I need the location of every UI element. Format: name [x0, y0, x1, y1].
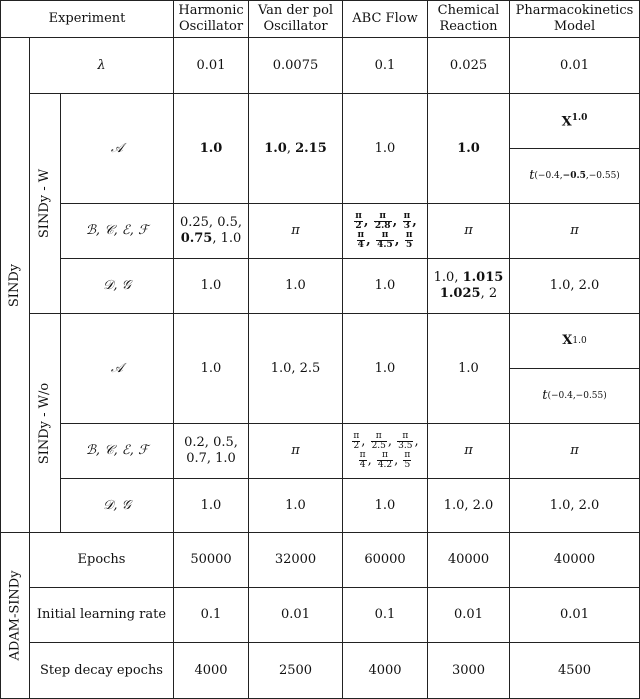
- epochs-vdp: 32000: [248, 532, 343, 588]
- w-a-pk-bottom: t (−0.4,−0.5,−0.55): [509, 148, 640, 204]
- lr-harmonic: 0.1: [173, 587, 249, 643]
- w-a-vdp: 1.0 , 2.15: [248, 93, 343, 204]
- w-bcef-abc: $\frac{\pi}{2}$ , $\frac{\pi}{2.8}$ , $\frac{\pi}{3}$ , $\frac{\pi}{4}$ , $\frac{\pi}{4.5}$ , $\frac{\pi}{5}$: [342, 203, 428, 259]
- group-sindy-wo: SINDy - W/o: [29, 313, 61, 533]
- w-dg-abc: 1.0: [342, 258, 428, 314]
- wo-a-chemical: 1.0: [427, 313, 510, 424]
- decay-chemical: 3000: [427, 642, 510, 699]
- decay-vdp: 2500: [248, 642, 343, 699]
- wo-bcef-vdp: π: [248, 423, 343, 479]
- w-row-label-bcef: ℬ, 𝒞, ℰ, ℱ: [60, 203, 174, 259]
- w-dg-vdp: 1.0: [248, 258, 343, 314]
- wo-dg-harmonic: 1.0: [173, 478, 249, 533]
- epochs-chemical: 40000: [427, 532, 510, 588]
- wo-row-label-bcef: ℬ, 𝒞, ℰ, ℱ: [60, 423, 174, 479]
- lambda-vdp: 0.0075: [248, 37, 343, 94]
- wo-a-pk-bottom: t (−0.4,−0.55): [509, 368, 640, 424]
- lambda-chemical: 0.025: [427, 37, 510, 94]
- epochs-abc: 60000: [342, 532, 428, 588]
- wo-a-vdp: 1.0, 2.5: [248, 313, 343, 424]
- wo-a-harmonic: 1.0: [173, 313, 249, 424]
- epochs-harmonic: 50000: [173, 532, 249, 588]
- lambda-harmonic: 0.01: [173, 37, 249, 94]
- group-sindy-w: SINDy - W: [29, 93, 61, 314]
- lr-chemical: 0.01: [427, 587, 510, 643]
- header-chemical: Chemical Reaction: [427, 0, 510, 38]
- header-abc: ABC Flow: [342, 0, 428, 38]
- w-bcef-chemical: π: [427, 203, 510, 259]
- w-bcef-pk: π: [509, 203, 640, 259]
- w-row-label-dg: 𝒟, 𝒢: [60, 258, 174, 314]
- lr-pk: 0.01: [509, 587, 640, 643]
- lambda-pk: 0.01: [509, 37, 640, 94]
- wo-row-label-dg: 𝒟, 𝒢: [60, 478, 174, 533]
- wo-row-label-a: 𝒜: [60, 313, 174, 424]
- wo-a-pk-top: X 1.0: [509, 313, 640, 369]
- wo-a-abc: 1.0: [342, 313, 428, 424]
- row-label-lr: Initial learning rate: [29, 587, 174, 643]
- wo-dg-chemical: 1.0, 2.0: [427, 478, 510, 533]
- decay-abc: 4000: [342, 642, 428, 699]
- w-bcef-vdp: π: [248, 203, 343, 259]
- wo-bcef-abc: $\frac{\pi}{2}$ , $\frac{\pi}{2.5}$ , $\frac{\pi}{3.5}$ , $\frac{\pi}{4}$ , $\frac{\pi}{4.2}$ , $\frac{\pi}{5}$: [342, 423, 428, 479]
- row-label-lambda: λ: [29, 37, 174, 94]
- wo-bcef-chemical: π: [427, 423, 510, 479]
- wo-bcef-pk: π: [509, 423, 640, 479]
- row-label-epochs: Epochs: [29, 532, 174, 588]
- wo-dg-pk: 1.0, 2.0: [509, 478, 640, 533]
- header-pk: Pharmacokinetics Model: [509, 0, 640, 38]
- w-bcef-harmonic: 0.25, 0.5, 0.75, 1.0: [173, 203, 249, 259]
- lr-abc: 0.1: [342, 587, 428, 643]
- header-harmonic: Harmonic Oscillator: [173, 0, 249, 38]
- group-adam-sindy: ADAM-SINDy: [0, 532, 30, 699]
- header-vdp: Van der pol Oscillator: [248, 0, 343, 38]
- lambda-abc: 0.1: [342, 37, 428, 94]
- w-row-label-a: 𝒜: [60, 93, 174, 204]
- header-experiment: Experiment: [0, 0, 174, 38]
- lr-vdp: 0.01: [248, 587, 343, 643]
- row-label-decay: Step decay epochs: [29, 642, 174, 699]
- w-dg-chemical: 1.0, 1.015 1.025, 2: [427, 258, 510, 314]
- w-a-harmonic: 1.0: [173, 93, 249, 204]
- w-a-abc: 1.0: [342, 93, 428, 204]
- w-a-pk-top: $X^{1.0}$: [509, 93, 640, 149]
- wo-bcef-harmonic: 0.2, 0.5, 0.7, 1.0: [173, 423, 249, 479]
- w-dg-harmonic: 1.0: [173, 258, 249, 314]
- w-a-chemical: 1.0: [427, 93, 510, 204]
- group-sindy: SINDy: [0, 37, 30, 533]
- w-dg-pk: 1.0, 2.0: [509, 258, 640, 314]
- decay-pk: 4500: [509, 642, 640, 699]
- decay-harmonic: 4000: [173, 642, 249, 699]
- wo-dg-abc: 1.0: [342, 478, 428, 533]
- epochs-pk: 40000: [509, 532, 640, 588]
- wo-dg-vdp: 1.0: [248, 478, 343, 533]
